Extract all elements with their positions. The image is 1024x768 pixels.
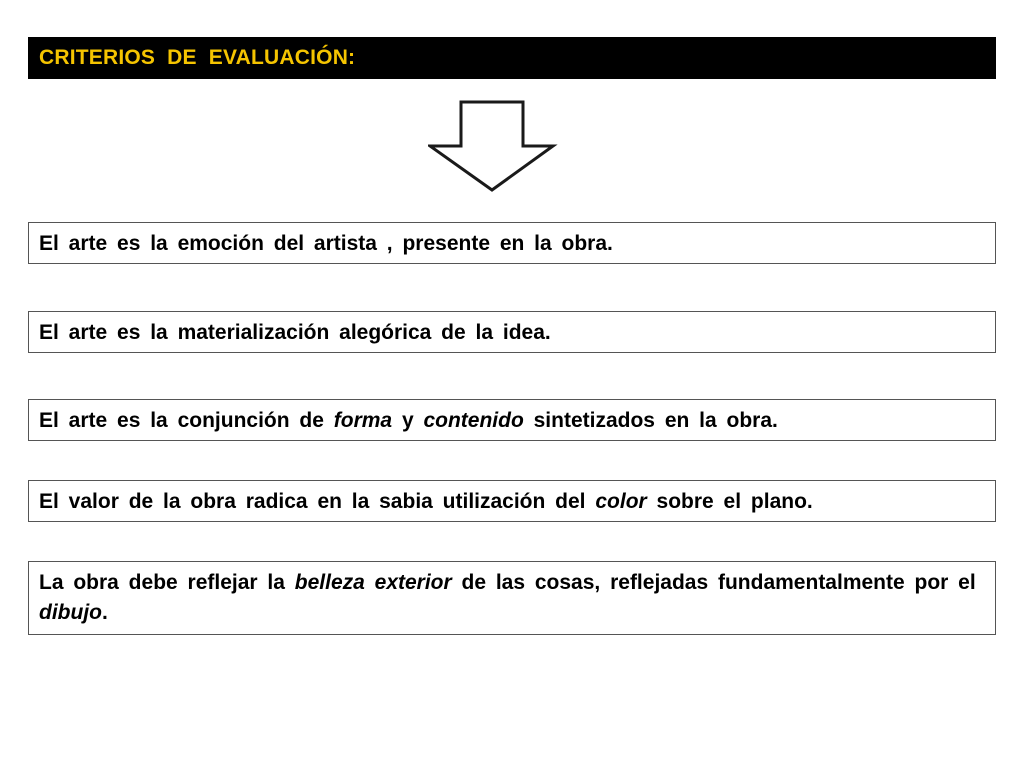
criterion-emphasis: forma xyxy=(333,409,393,432)
criterion-box xyxy=(28,399,996,441)
criterion-text: sintetizados en la obra. xyxy=(523,409,778,432)
criterion-box xyxy=(28,222,996,264)
criterion-text: El arte es la emoción del artista , presente en la obra. xyxy=(39,232,613,255)
criterion-text: y xyxy=(392,409,424,432)
criterion-text: El arte es la conjunción de xyxy=(39,409,334,432)
criterion-emphasis: belleza exterior xyxy=(294,571,452,594)
criterion-text: El arte es la materialización alegórica de la idea. xyxy=(39,321,551,344)
criterion-emphasis: color xyxy=(595,490,647,513)
criterion-emphasis: dibujo xyxy=(39,601,102,624)
criterion-text: El valor de la obra radica en la sabia utilización del xyxy=(39,490,596,513)
criterion-text: . xyxy=(101,601,108,624)
page-title: CRITERIOS DE EVALUACIÓN: xyxy=(39,46,356,69)
criterion-box xyxy=(28,480,996,522)
criterion-box xyxy=(28,561,996,635)
criterion-text: La obra debe reflejar la xyxy=(39,571,295,594)
title-bar xyxy=(28,37,996,79)
criterion-text: de las cosas, reflejadas fundamentalmente por el xyxy=(451,571,976,594)
down-arrow-icon xyxy=(428,99,558,195)
criterion-text: sobre el plano. xyxy=(646,490,813,513)
criterion-emphasis: contenido xyxy=(423,409,524,432)
criterion-box xyxy=(28,311,996,353)
